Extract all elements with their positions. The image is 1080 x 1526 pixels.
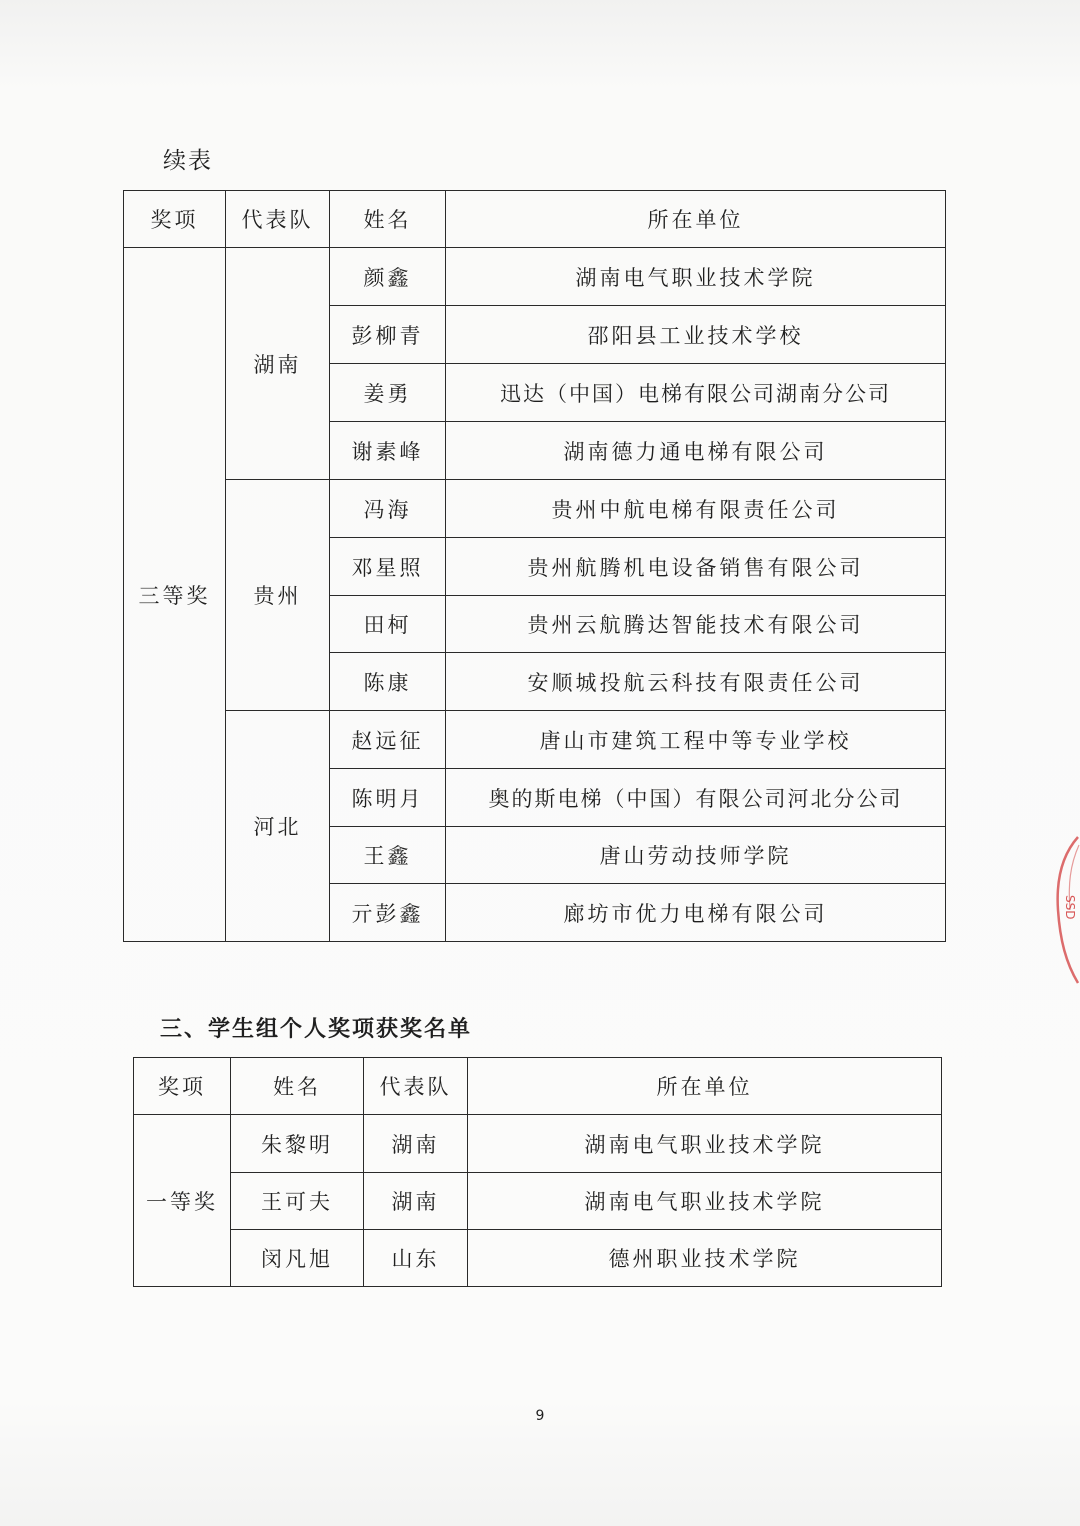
unit-cell: 邵阳县工业技术学校 <box>446 306 946 364</box>
name-cell: 颜鑫 <box>330 248 446 306</box>
name-cell: 赵远征 <box>330 711 446 769</box>
svg-text:SSD: SSD <box>1063 895 1077 920</box>
unit-cell: 廊坊市优力电梯有限公司 <box>446 884 946 942</box>
unit-cell: 湖南德力通电梯有限公司 <box>446 422 946 480</box>
team-cell: 河北 <box>226 711 330 942</box>
team-cell: 湖南 <box>364 1173 468 1230</box>
name-cell: 王鑫 <box>330 827 446 884</box>
team-cell: 贵州 <box>226 480 330 711</box>
name-cell: 谢素峰 <box>330 422 446 480</box>
unit-cell: 迅达（中国）电梯有限公司湖南分公司 <box>446 364 946 422</box>
unit-cell: 唐山市建筑工程中等专业学校 <box>446 711 946 769</box>
team-cell: 山东 <box>364 1230 468 1287</box>
header-team: 代表队 <box>364 1058 468 1115</box>
unit-cell: 湖南电气职业技术学院 <box>468 1173 942 1230</box>
name-cell: 彭柳青 <box>330 306 446 364</box>
header-unit: 所在单位 <box>468 1058 942 1115</box>
unit-cell: 安顺城投航云科技有限责任公司 <box>446 653 946 711</box>
table-row <box>124 480 946 538</box>
table-header-row <box>124 191 946 248</box>
unit-cell: 湖南电气职业技术学院 <box>446 248 946 306</box>
student-first-prize-table <box>133 1057 942 1287</box>
table-row <box>134 1115 942 1173</box>
section-title: 三、学生组个人奖项获奖名单 <box>160 1017 473 1042</box>
name-cell: 王可夫 <box>231 1173 364 1230</box>
table-row <box>124 248 946 306</box>
unit-cell: 奥的斯电梯（中国）有限公司河北分公司 <box>446 769 946 827</box>
unit-cell: 贵州中航电梯有限责任公司 <box>446 480 946 538</box>
page-number: 9 <box>535 1408 545 1424</box>
table-row <box>134 1173 942 1230</box>
unit-cell: 贵州云航腾达智能技术有限公司 <box>446 596 946 653</box>
header-name: 姓名 <box>231 1058 364 1115</box>
table-row <box>134 1230 942 1287</box>
table-caption: 续表 <box>163 148 213 174</box>
team-cell: 湖南 <box>364 1115 468 1173</box>
third-prize-table <box>123 190 946 942</box>
header-name: 姓名 <box>330 191 446 248</box>
unit-cell: 湖南电气职业技术学院 <box>468 1115 942 1173</box>
table-header-row <box>134 1058 942 1115</box>
seal-stamp-fragment <box>1048 835 1080 985</box>
name-cell: 姜勇 <box>330 364 446 422</box>
name-cell: 闵凡旭 <box>231 1230 364 1287</box>
award-cell: 三等奖 <box>124 248 226 942</box>
name-cell: 亓彭鑫 <box>330 884 446 942</box>
name-cell: 朱黎明 <box>231 1115 364 1173</box>
header-unit: 所在单位 <box>446 191 946 248</box>
header-award: 奖项 <box>124 191 226 248</box>
header-award: 奖项 <box>134 1058 231 1115</box>
table-row <box>124 711 946 769</box>
team-cell: 湖南 <box>226 248 330 480</box>
header-team: 代表队 <box>226 191 330 248</box>
unit-cell: 德州职业技术学院 <box>468 1230 942 1287</box>
unit-cell: 唐山劳动技师学院 <box>446 827 946 884</box>
name-cell: 陈明月 <box>330 769 446 827</box>
name-cell: 田柯 <box>330 596 446 653</box>
name-cell: 冯海 <box>330 480 446 538</box>
award-cell: 一等奖 <box>134 1115 231 1287</box>
name-cell: 陈康 <box>330 653 446 711</box>
name-cell: 邓星照 <box>330 538 446 596</box>
unit-cell: 贵州航腾机电设备销售有限公司 <box>446 538 946 596</box>
